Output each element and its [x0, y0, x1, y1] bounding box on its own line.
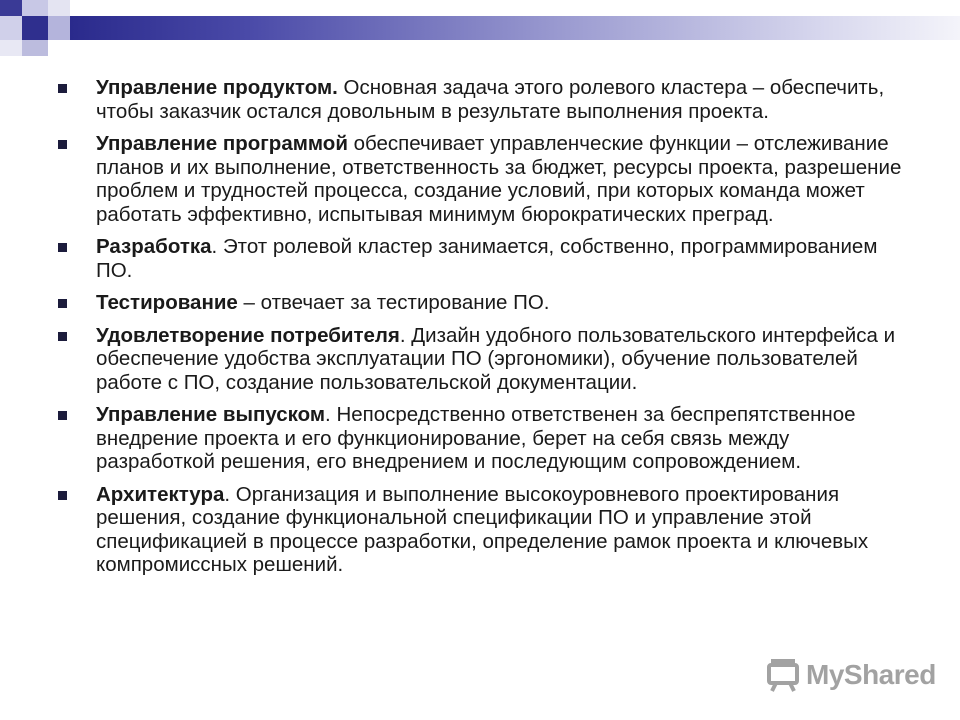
deco-square — [22, 40, 48, 56]
bullet-square-icon — [58, 243, 67, 252]
list-item — [56, 235, 906, 282]
header-bar — [70, 16, 960, 40]
item-term: Тестирование — [96, 291, 238, 314]
bullet-square-icon — [58, 140, 67, 149]
item-text: – отвечает за тестирование ПО. — [237, 291, 550, 314]
item-term: Управление продуктом. — [96, 76, 338, 99]
bullet-square-icon — [58, 332, 67, 341]
item-text: . Непосредственно ответственен за беспрепятственное внедрение проекта и его функционирование, берет на себя связь между разработкой решения, его внедрением и последующим сопровождением. — [96, 403, 856, 473]
watermark-text: MyShared — [806, 659, 936, 690]
item-text: . Организация и выполнение высокоуровневого проектирования решения, создание функциональной спецификации ПО и управление этой спецификацией в процессе разработки, определение рамок проекта и ключевых компромиссных решений. — [96, 482, 869, 576]
list-item — [56, 324, 906, 395]
list-item — [56, 132, 906, 226]
watermark — [766, 655, 936, 695]
bullet-square-icon — [58, 491, 67, 500]
item-term: Удовлетворение потребителя — [96, 323, 400, 347]
bullet-square-icon — [58, 84, 67, 93]
item-text: . Дизайн удобного пользовательского интерфейса и обеспечение удобства эксплуатации ПО (эргономики), обучение пользователей работе с ПО, создание пользовательской документации. — [96, 323, 896, 394]
bullet-list — [56, 76, 906, 586]
item-term: Управление программой — [96, 132, 348, 155]
item-term: Разработка — [96, 235, 212, 258]
bullet-square-icon — [58, 411, 67, 420]
item-text: Основная задача этого ролевого кластера – обеспечить, чтобы заказчик остался довольным в результате выполнения проекта. — [96, 76, 885, 123]
list-item — [56, 483, 906, 577]
deco-square — [22, 16, 48, 40]
deco-square — [22, 0, 48, 16]
list-item — [56, 291, 906, 315]
presentation-board-icon — [766, 657, 800, 693]
item-text: . Этот ролевой кластер занимается, собственно, программированием ПО. — [96, 235, 878, 282]
item-term: Архитектура — [96, 482, 225, 506]
deco-square — [48, 16, 70, 40]
list-item — [56, 403, 906, 474]
bullet-square-icon — [58, 299, 67, 308]
item-term: Управление выпуском — [96, 403, 326, 426]
deco-square — [0, 40, 22, 56]
deco-square — [0, 0, 22, 16]
list-item — [56, 76, 906, 123]
deco-square — [48, 0, 70, 16]
deco-square — [0, 16, 22, 40]
item-text: обеспечивает управленческие функции – отслеживание планов и их выполнение, ответственность за бюджет, ресурсы проекта, разрешение проблем и трудностей процесса, создание условий, при которых команда может работать эффективно, испытывая минимум бюрократических преград. — [96, 132, 902, 226]
